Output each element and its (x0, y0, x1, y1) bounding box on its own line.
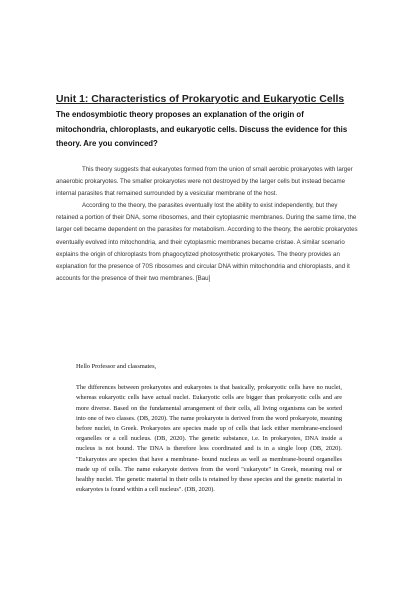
page-title: Unit 1: Characteristics of Prokaryotic and Eukaryotic Cells (56, 94, 345, 105)
essay-paragraph-1: This theory suggests that eukaryotes formed from the union of small aerobic prokaryotes with larger anaerobic prokaryotes. The smaller prokaryotes were not destroyed by the larger cells but instead became internal parasites that remained surrounded by a vesicular membrane of the host. (56, 166, 353, 198)
essay-paragraph-2: According to the theory, the parasites eventually lost the ability to exist independently, but they retained a portion of their DNA, some ribosomes, and their cytoplasmic membranes. During the same time, the larger cell became dependent on the parasites for metabolism. According to the theory, the aerobic prokaryotes eventually evolved into mitochondria, and their cytoplasmic membranes became cristae. A similar scenario explains the origin of chloroplasts from phagocytized photosynthetic prokaryotes. The theory provides an explanation for the presence of 70S ribosomes and circular DNA within mitochondria and chloroplasts, and it accounts for the presence of their two membranes. [Bau] (56, 202, 358, 282)
reply-greeting: Hello Professor and classmates, (76, 363, 157, 370)
reply-post (76, 362, 342, 495)
discussion-question: The endosymbiotic theory proposes an explanation of the origin of mitochondria, chloroplasts, and eukaryotic cells. Discuss the evidence for this theory. Are you convinced? (56, 110, 348, 148)
reply-body: The differences between prokaryotes and eukaryotes is that basically, prokaryotic cells have no nuclei, whereas eukaryotic cells have actual nuclei. Eukaryotic cells are bigger than prokaryotic cells and are more diverse. Based on the fundamental arrangement of their cells, all living organisms can be sorted into one of two classes. (DB, 2020). The name prokaryote is derived from the word prokaryote, meaning before nuclei, in Greek. Prokaryotes are species made up of cells that lack either membrane-enclosed organelles or a cell nucleus. (DB, 2020). The genetic substance, i.e. In prokaryotes, DNA inside a nucleus is not bound. The DNA is therefore less coordinated and is in a single loop (DB, 2020). "Eukaryotes are species that have a membrane- bound nucleus as well as membrane-bound organelles made up of cells. The name eukaryote derives from the word "εukaryote" in Greek, meaning real or healthy nuclei. The genetic material in their cells is retained by these species and the genetic material in eukaryotes is found within a cell nucleus". (DB, 2020). (76, 384, 342, 494)
essay-section (56, 164, 359, 285)
